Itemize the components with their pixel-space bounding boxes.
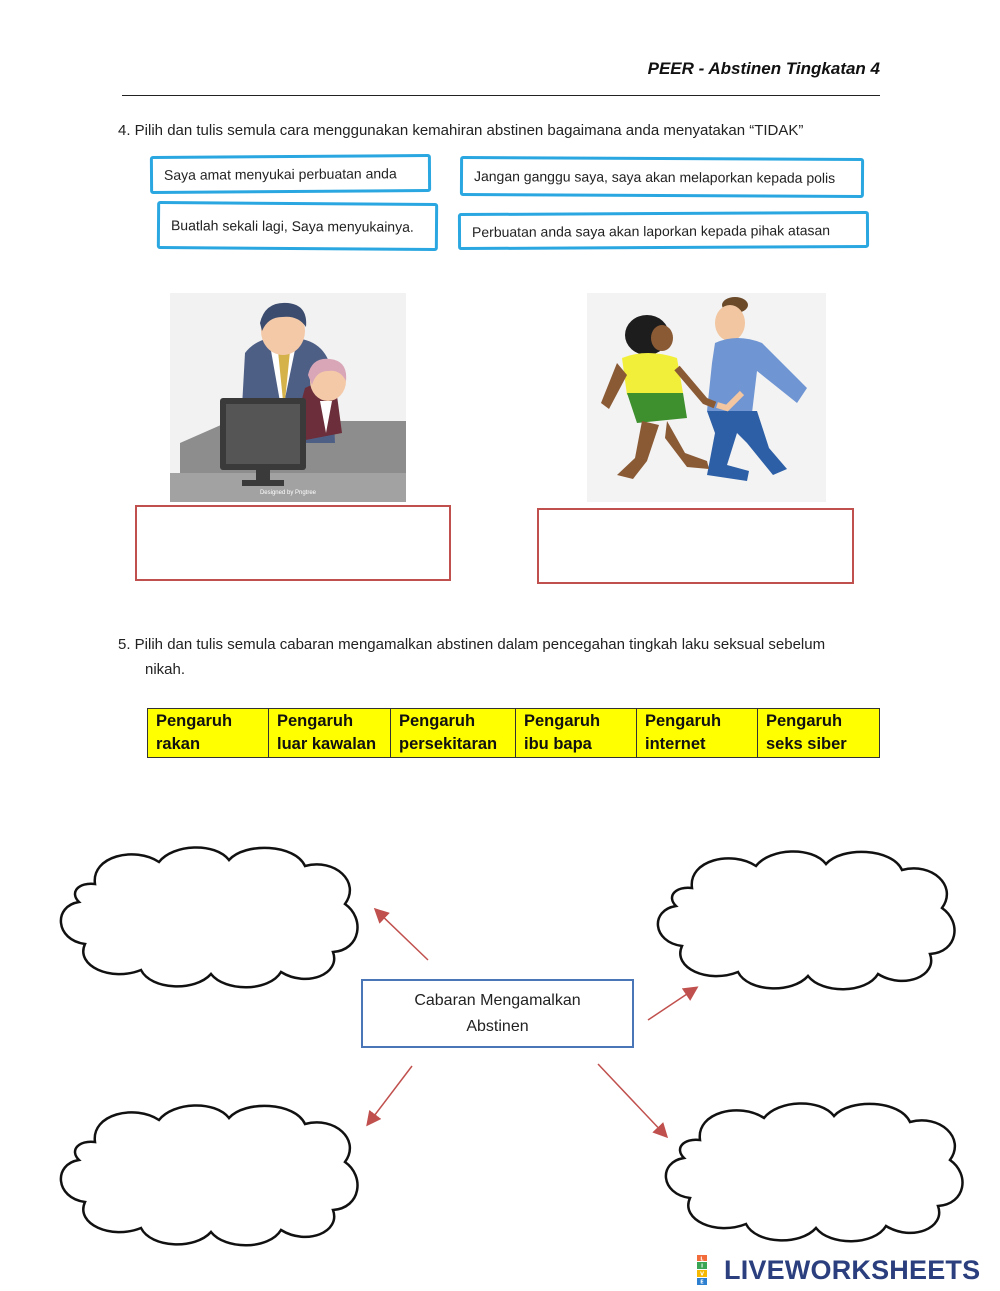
answer-box-1[interactable] <box>135 505 451 581</box>
question-5-text <box>118 632 888 682</box>
cloud-answer-bottom-right[interactable] <box>660 1100 968 1245</box>
answer-box-2[interactable] <box>537 508 854 584</box>
logo-mark-icon <box>697 1255 721 1285</box>
arrow-to-bottom-right <box>598 1064 666 1136</box>
challenge-choices-table <box>147 708 880 758</box>
option-card-2[interactable]: Jangan ganggu saya, saya akan melaporkan kepada polis <box>460 156 864 198</box>
public-harassment-image <box>587 293 826 502</box>
choice-persekitaran[interactable]: Pengaruh persekitaran <box>391 709 516 758</box>
image-watermark: Designed by Pngtree <box>259 490 317 496</box>
arrow-to-top-left <box>376 910 428 960</box>
svg-text:L: L <box>700 1256 704 1263</box>
page-title: PEER - Abstinen Tingkatan 4 <box>647 59 880 78</box>
liveworksheets-logo <box>697 1255 980 1285</box>
option-card-3[interactable]: Buatlah sekali lagi, Saya menyukainya. <box>157 201 438 251</box>
choice-ibu-bapa[interactable]: Pengaruh ibu bapa <box>516 709 637 758</box>
office-harassment-image <box>170 293 406 502</box>
cloud-answer-bottom-left[interactable] <box>55 1100 363 1252</box>
arrow-to-bottom-left <box>368 1066 412 1124</box>
mindmap-center-box: Cabaran Mengamalkan Abstinen <box>361 979 634 1048</box>
svg-text:I: I <box>701 1263 703 1270</box>
svg-text:E: E <box>700 1279 704 1285</box>
choice-seks-siber[interactable]: Pengaruh seks siber <box>758 709 880 758</box>
cloud-answer-top-left[interactable] <box>55 842 363 992</box>
cloud-answer-top-right[interactable] <box>652 848 960 993</box>
header-divider <box>122 95 880 96</box>
option-card-4[interactable]: Perbuatan anda saya akan laporkan kepada pihak atasan <box>458 211 869 250</box>
option-card-1[interactable]: Saya amat menyukai perbuatan anda <box>150 154 431 194</box>
logo-text: LIVEWORKSHEETS <box>724 1254 981 1285</box>
question-4-text: 4. Pilih dan tulis semula cara menggunakan kemahiran abstinen bagaimana anda menyatakan “TIDAK” <box>118 122 804 139</box>
choice-luar-kawalan[interactable]: Pengaruh luar kawalan <box>269 709 391 758</box>
choice-rakan[interactable]: Pengaruh rakan <box>148 709 269 758</box>
question-5-line-2: nikah. <box>145 661 186 678</box>
choice-internet[interactable]: Pengaruh internet <box>637 709 758 758</box>
svg-text:V: V <box>700 1271 704 1278</box>
question-5-line-1: 5. Pilih dan tulis semula cabaran mengamalkan abstinen dalam pencegahan tingkah laku seksual sebelum <box>118 636 826 653</box>
